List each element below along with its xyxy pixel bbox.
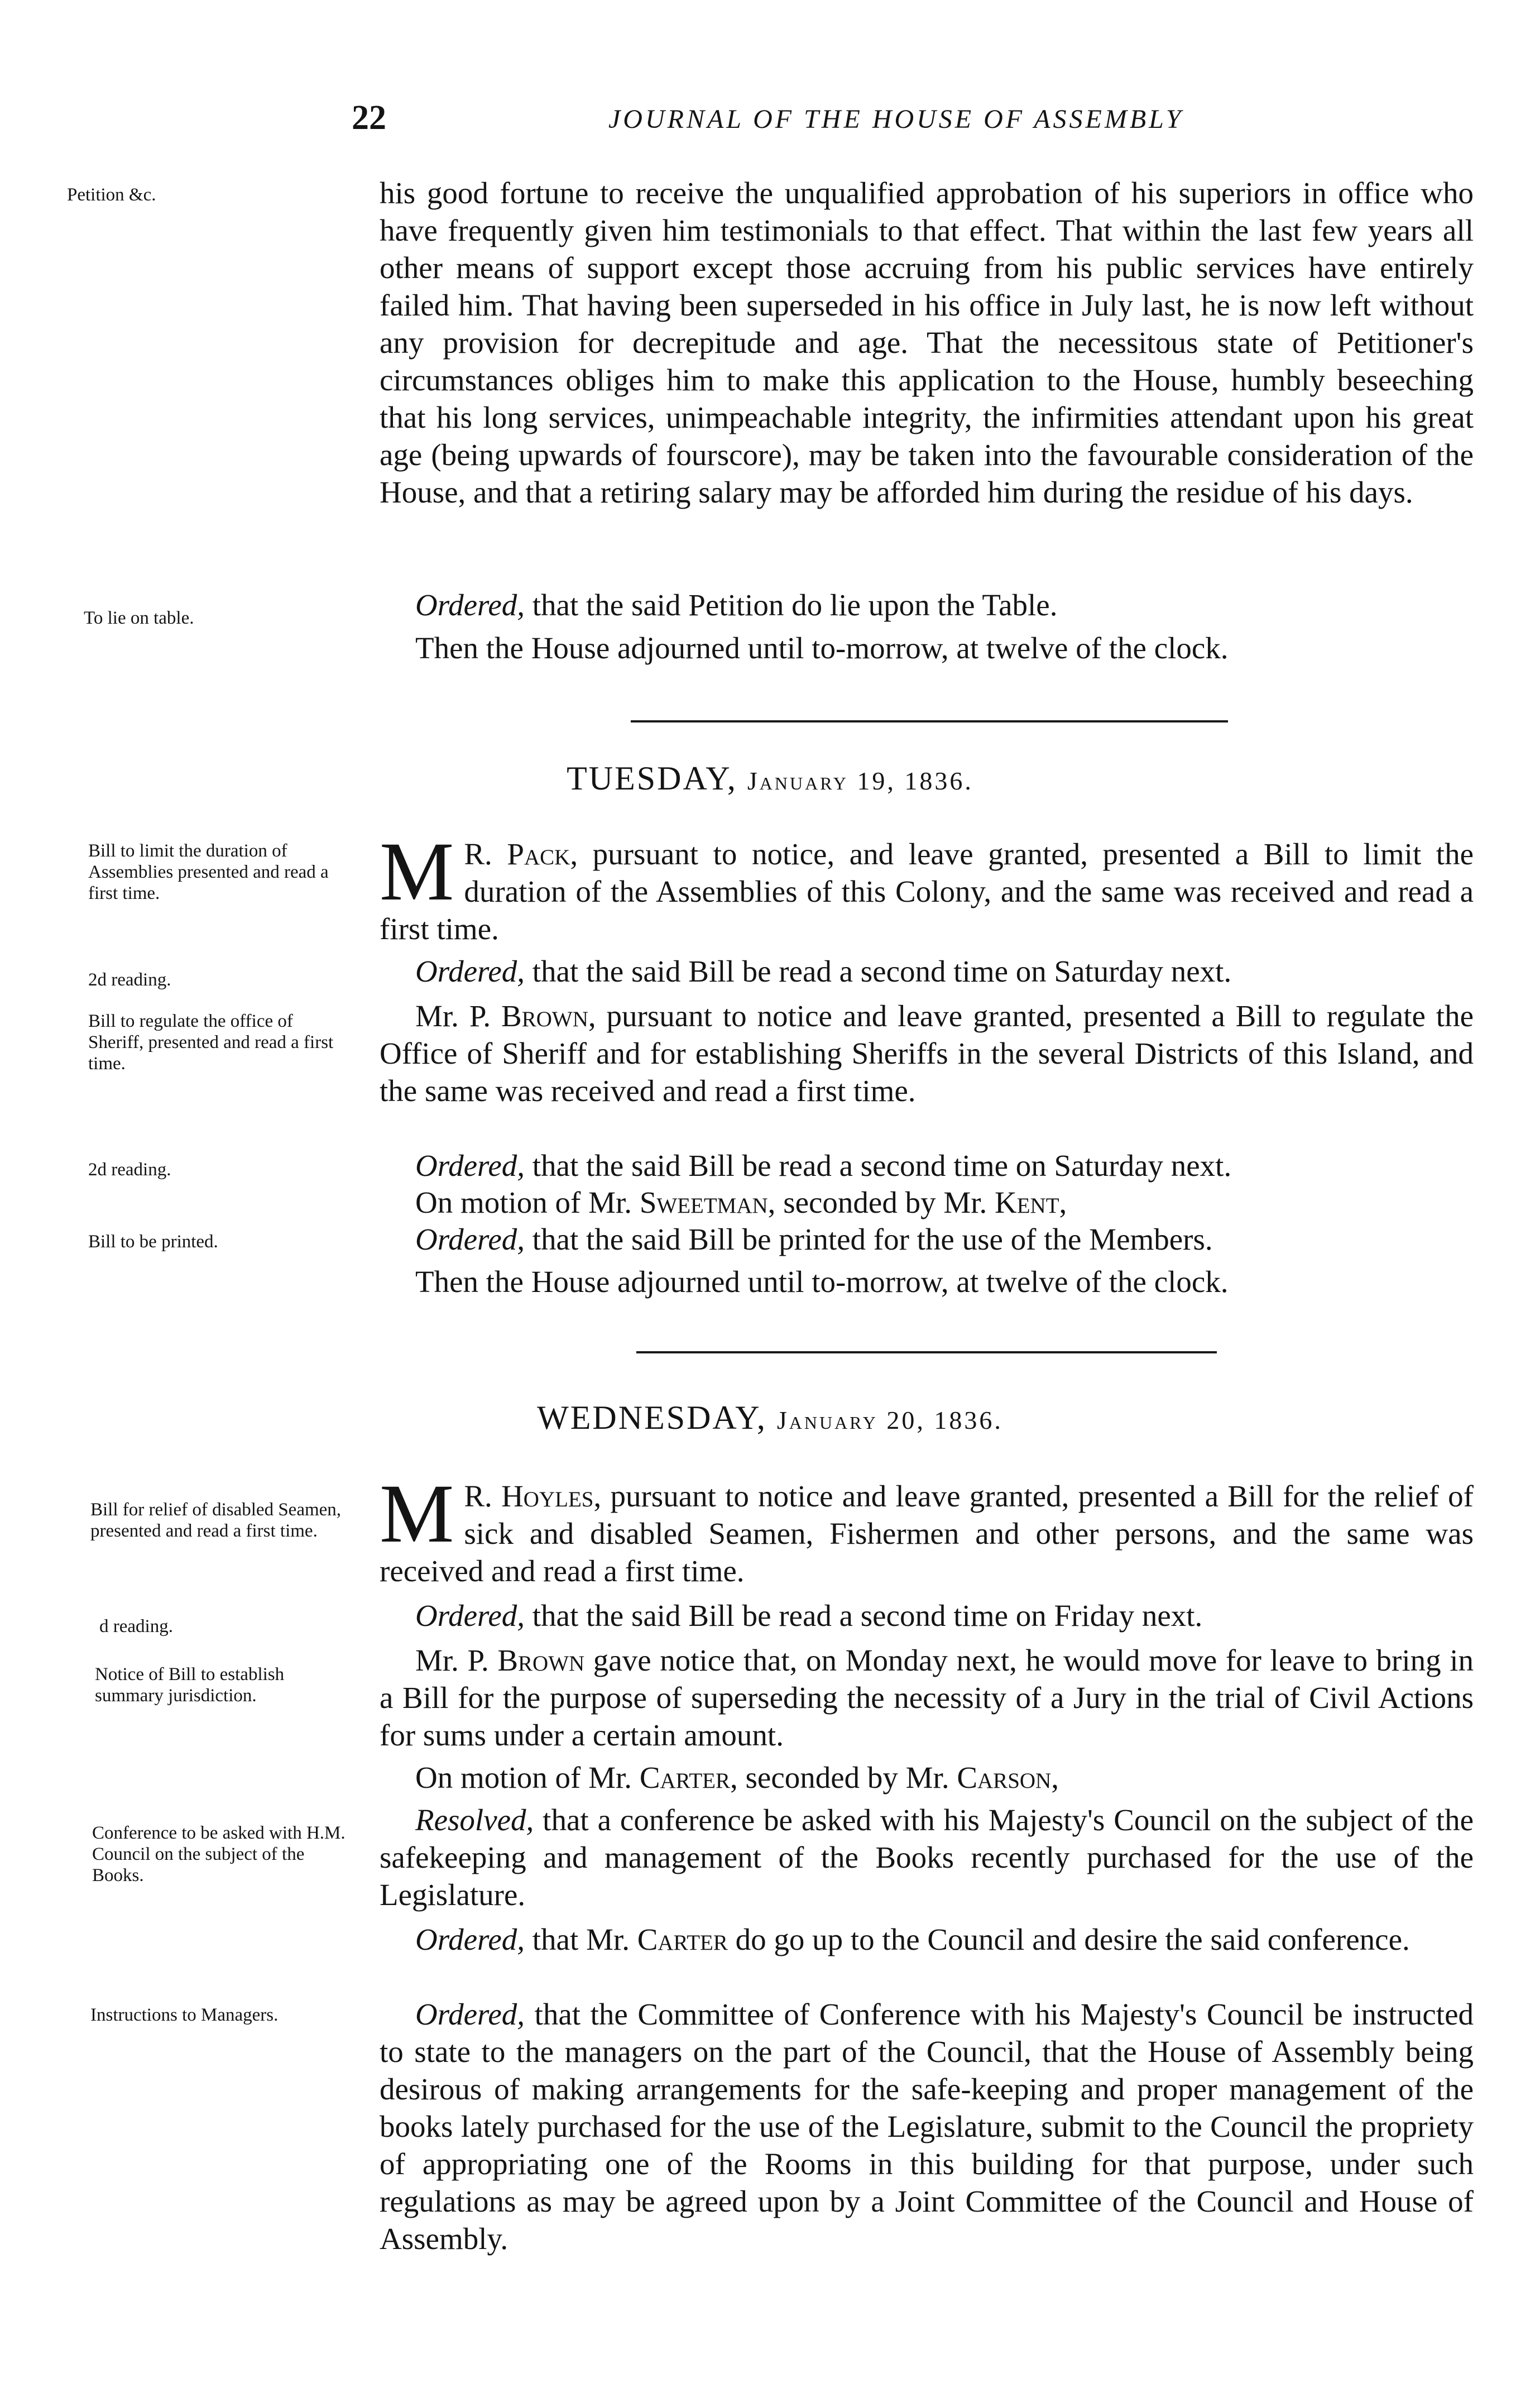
adjourned-1: Then the House adjourned until to-morrow, at twelve of the clock.: [415, 631, 1229, 665]
ordered-printed: Ordered, that the said Bill be printed for the use of the Members.: [415, 1222, 1213, 1256]
section-divider: [631, 720, 1228, 722]
margin-note-lie-on-table: To lie on table.: [84, 608, 194, 628]
motion-carter-carson: On motion of Mr. Carter, seconded by Mr. Carson,: [415, 1760, 1059, 1795]
ordered-second-reading-2: Ordered, that the said Bill be read a second time on Saturday next.: [415, 1149, 1232, 1183]
member-brown: Brown,: [501, 999, 596, 1033]
member-pack: Pack,: [507, 837, 578, 871]
margin-note-2d-reading-2: 2d reading.: [88, 1160, 171, 1180]
margin-note-reading: d reading.: [99, 1616, 173, 1636]
bill-limit-assemblies: M R. Pack, pursuant to notice, and leave granted, presented a Bill to limit the duration of the Assemblies of this Colony, and the same was received and read a first time.: [380, 825, 1474, 946]
ordered-label: Ordered,: [415, 588, 525, 622]
running-title: JOURNAL OF THE HOUSE OF ASSEMBLY: [608, 104, 1184, 134]
resolved-conference: Resolved, that a conference be asked with his Majesty's Council on the subject of the safekeeping and management of the Books recently purchased for the use of the Legislature.: [380, 1803, 1474, 1912]
ordered-lie-on-table: [380, 586, 1474, 624]
motion-sweetman-kent: On motion of Mr. Sweetman, seconded by Mr. Kent,: [415, 1185, 1067, 1219]
day-name: TUESDAY,: [567, 760, 737, 797]
margin-note-conference: Conference to be asked with H.M. Council on the subject of the Books.: [92, 1823, 346, 1886]
page-number: 22: [352, 99, 386, 137]
section-divider-2: [636, 1351, 1217, 1353]
dropcap-m: M: [380, 825, 454, 918]
heading-tuesday: [0, 759, 1540, 798]
day-date: January 20, 1836.: [776, 1406, 1003, 1434]
margin-note-instructions: Instructions to Managers.: [90, 2005, 279, 2025]
day-date: January 19, 1836.: [747, 767, 973, 795]
margin-note-bill-printed: Bill to be printed.: [88, 1232, 218, 1252]
member-hoyles: Hoyles,: [501, 1479, 602, 1513]
margin-note-bill-limit: Bill to limit the duration of Assemblies presented and read a first time.: [88, 841, 329, 903]
ordered-instructions: Ordered, that the Committee of Conference with his Majesty's Council be instructed to state to the managers on the part of the Council, that the House of Assembly being desirous of making arrangements for the safe-keeping and proper management of the books lately purchased for the use of the Legislature, submit to the Council the propriety of appropriating one of the Rooms in this building for that purpose, under such regulations as may be agreed upon by a Joint Committee of the Council and House of Assembly.: [380, 1997, 1474, 2256]
adjourned-2: Then the House adjourned until to-morrow, at twelve of the clock.: [415, 1265, 1229, 1299]
petition-continuation: his good fortune to receive the unqualified approbation of his superiors in office who have frequently given him testimonials to that effect. That within the last few years all other means of support except those accruing from his public services have entirely failed him. That having been superseded in his office in July last, he is now left without any provision for decrepitude and age. That the necessitous state of Petitioner's circumstances obliges him to make this application to the House, humbly beseeching that his long services, unimpeachable integrity, the infirmities attendant upon his great age (being upwards of fourscore), may be taken into the favourable consideration of the House, and that a retiring salary may be afforded him during the residue of his days.: [380, 176, 1474, 509]
margin-note-bill-seamen: Bill for relief of disabled Seamen, presented and read a first time.: [90, 1500, 342, 1541]
page-header: [0, 98, 1540, 143]
margin-note-bill-sheriff: Bill to regulate the office of Sheriff, presented and read a first time.: [88, 1011, 334, 1074]
margin-note-petition: Petition &c.: [67, 185, 156, 205]
ordered-text: that the said Petition do lie upon the Table.: [525, 588, 1058, 622]
bill-regulate-sheriff: Mr. P. Brown, pursuant to notice and leave granted, presented a Bill to regulate the Office of Sheriff and for establishing Sheriffs in the several Districts of this Island, and the same was received and read a first time.: [380, 999, 1474, 1108]
ordered-second-reading: Ordered, that the said Bill be read a second time on Saturday next.: [415, 954, 1232, 988]
heading-wednesday: [0, 1399, 1540, 1437]
ordered-carter: Ordered, that Mr. Carter do go up to the Council and desire the said conference.: [415, 1922, 1410, 1956]
notice-bill-summary: Mr. P. Brown gave notice that, on Monday next, he would move for leave to bring in a Bill for the purpose of superseding the necessity of a Jury in the trial of Civil Actions for sums under a certain amount.: [380, 1643, 1474, 1752]
dropcap-m: M: [380, 1467, 454, 1560]
ordered-second-reading-friday: Ordered, that the said Bill be read a second time on Friday next.: [415, 1599, 1203, 1633]
bill-relief-seamen: M R. Hoyles, pursuant to notice and leave granted, presented a Bill for the relief of sick and disabled Seamen, Fishermen and other persons, and the same was received and read a first time.: [380, 1467, 1474, 1588]
margin-note-summary-jurisdiction: Notice of Bill to establish summary jurisdiction.: [95, 1664, 285, 1706]
margin-note-2d-reading: 2d reading.: [88, 970, 171, 990]
day-name: WEDNESDAY,: [537, 1399, 767, 1436]
